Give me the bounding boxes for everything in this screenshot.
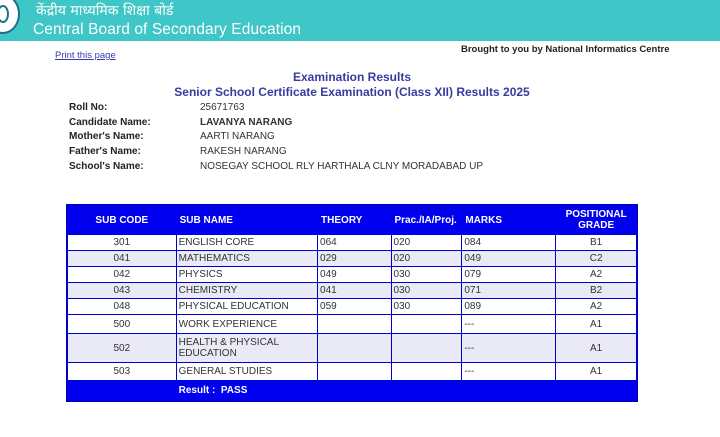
grade-cell: A1	[556, 315, 637, 334]
practical-cell	[391, 363, 462, 381]
marks-cell: ---	[462, 315, 556, 334]
grade-cell: B2	[556, 283, 637, 299]
theory-cell: 064	[318, 235, 391, 251]
marks-cell: 049	[462, 251, 556, 267]
sub-code-cell: 042	[67, 267, 176, 283]
page-title: Examination Results	[292, 70, 412, 84]
mother-name-label: Mother's Name:	[69, 131, 144, 142]
grade-cell: A1	[556, 363, 637, 381]
table-row	[67, 315, 637, 334]
table-row	[67, 235, 637, 251]
sub-name-cell: MATHEMATICS	[176, 251, 317, 267]
table-row	[67, 251, 637, 267]
practical-cell: 030	[391, 267, 462, 283]
english-title: Central Board of Secondary Education	[33, 21, 302, 38]
candidate-name-value: LAVANYA NARANG	[200, 117, 293, 128]
roll-no-value: 25671763	[200, 102, 245, 113]
sub-code-cell: 048	[67, 299, 176, 315]
result-label: Result :	[178, 385, 216, 396]
theory-cell: 041	[318, 283, 391, 299]
hindi-title: केंद्रीय माध्यमिक शिक्षा बोर्ड	[36, 3, 174, 19]
result-row	[67, 381, 637, 402]
sub-name-cell: HEALTH & PHYSICAL EDUCATION	[176, 334, 317, 363]
grade-cell: B1	[556, 235, 637, 251]
marks-cell: 089	[462, 299, 556, 315]
exam-subtitle: Senior School Certificate Examination (Class XII) Results 2025	[174, 85, 530, 99]
practical-cell	[391, 334, 462, 363]
sub-code-cell: 043	[67, 283, 176, 299]
marks-cell: ---	[462, 363, 556, 381]
result-cell	[176, 381, 637, 402]
table-header-row	[67, 205, 637, 235]
theory-cell: 049	[318, 267, 391, 283]
grade-cell: A1	[556, 334, 637, 363]
grade-cell: A2	[556, 299, 637, 315]
sub-name-cell: WORK EXPERIENCE	[176, 315, 317, 334]
practical-cell: 030	[391, 283, 462, 299]
sub-name-cell: GENERAL STUDIES	[176, 363, 317, 381]
theory-cell	[318, 315, 391, 334]
marks-cell: 071	[462, 283, 556, 299]
cbse-logo-icon	[0, 0, 20, 34]
sub-name-cell: PHYSICS	[176, 267, 317, 283]
sub-code-cell: 301	[67, 235, 176, 251]
father-name-value: RAKESH NARANG	[200, 146, 287, 157]
father-name-label: Father's Name:	[69, 146, 141, 157]
sub-code-cell: 502	[67, 334, 176, 363]
header-sub-name: SUB NAME	[176, 205, 317, 235]
table-row	[67, 267, 637, 283]
sub-code-cell: 041	[67, 251, 176, 267]
theory-cell	[318, 334, 391, 363]
print-link[interactable]: Print this page	[55, 50, 116, 61]
marks-cell: 084	[462, 235, 556, 251]
theory-cell	[318, 363, 391, 381]
practical-cell	[391, 315, 462, 334]
sub-name-cell: ENGLISH CORE	[176, 235, 317, 251]
practical-cell: 020	[391, 235, 462, 251]
candidate-name-label: Candidate Name:	[69, 117, 151, 128]
marks-cell: ---	[462, 334, 556, 363]
marks-cell: 079	[462, 267, 556, 283]
sub-code-cell: 503	[67, 363, 176, 381]
table-row	[67, 283, 637, 299]
table-row	[67, 299, 637, 315]
practical-cell: 020	[391, 251, 462, 267]
header-positional-grade: POSITIONAL GRADE	[556, 205, 637, 235]
sub-code-cell: 500	[67, 315, 176, 334]
sub-name-cell: PHYSICAL EDUCATION	[176, 299, 317, 315]
practical-cell: 030	[391, 299, 462, 315]
theory-cell: 059	[318, 299, 391, 315]
table-row	[67, 334, 637, 363]
header-theory: THEORY	[318, 205, 391, 235]
roll-no-label: Roll No:	[69, 102, 108, 113]
header-banner	[0, 0, 720, 41]
header-marks: MARKS	[462, 205, 556, 235]
school-name-value: NOSEGAY SCHOOL RLY HARTHALA CLNY MORADABAD UP	[200, 161, 484, 172]
grade-cell: C2	[556, 251, 637, 267]
mother-name-value: AARTI NARANG	[200, 131, 275, 142]
header-sub-code: SUB CODE	[67, 205, 176, 235]
header-practical: Prac./IA/Proj.	[391, 205, 462, 235]
school-name-label: School's Name:	[69, 161, 144, 172]
table-row	[67, 363, 637, 381]
grade-cell: A2	[556, 267, 637, 283]
result-value: PASS	[220, 385, 248, 396]
theory-cell: 029	[318, 251, 391, 267]
marks-table	[66, 204, 638, 402]
brought-by-text: Brought to you by National Informatics Centre	[461, 44, 670, 55]
sub-name-cell: CHEMISTRY	[176, 283, 317, 299]
